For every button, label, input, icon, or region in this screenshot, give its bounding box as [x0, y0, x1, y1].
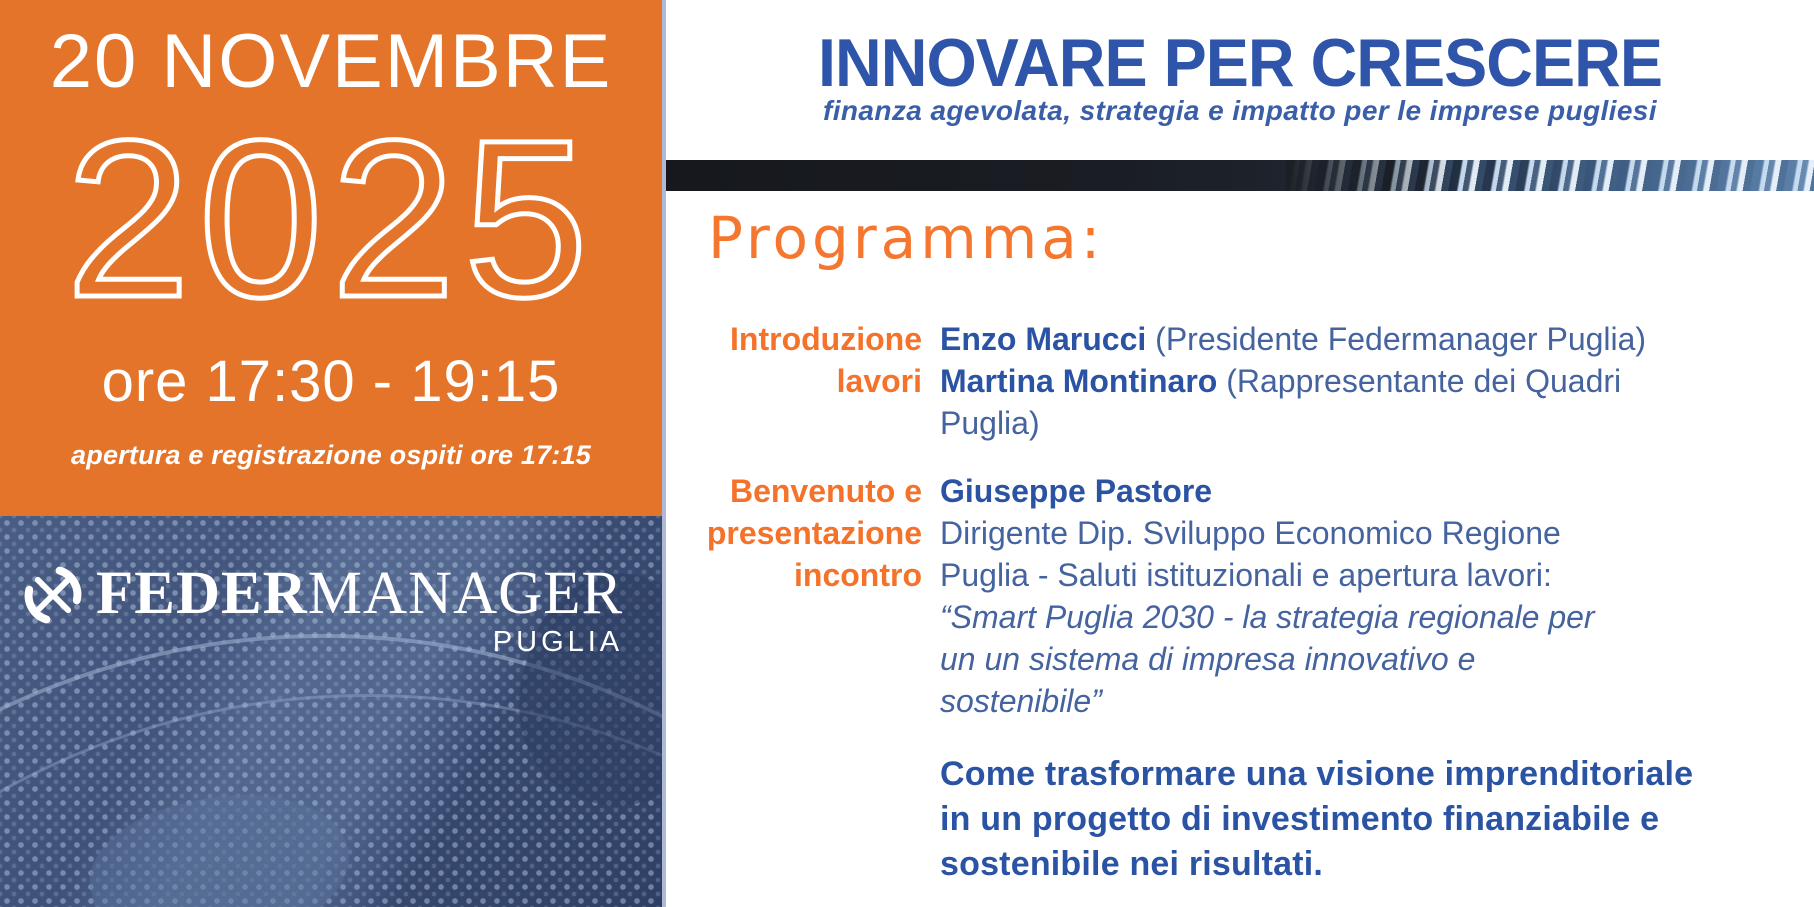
speaker-name: Giuseppe Pastore: [940, 473, 1213, 509]
globe-photo: [0, 516, 662, 907]
label-line: Introduzione: [730, 321, 922, 357]
brand-manager: MANAGER: [307, 560, 624, 627]
speaker-role: (Presidente Federmanager Puglia): [1146, 321, 1647, 357]
light-streaks: [1286, 160, 1814, 191]
program-quote-line: sostenibile”: [940, 683, 1102, 719]
label-line: incontro: [794, 557, 922, 593]
federmanager-wordmark: [96, 562, 623, 659]
event-date-block: [0, 0, 662, 516]
globe-landmass: [77, 772, 363, 907]
speaker-name: Enzo Marucci: [940, 321, 1147, 357]
program-heading: Programma:: [708, 204, 1105, 272]
program-line: [940, 470, 1595, 512]
program-line: [940, 402, 1646, 444]
label-line: presentazione: [706, 515, 922, 551]
brand-feder: FEDER: [96, 560, 308, 627]
program-quote-line: “Smart Puglia 2030 - la strategia regionale per: [940, 599, 1595, 635]
program-line: Dirigente Dip. Sviluppo Economico Regione: [940, 515, 1561, 551]
federmanager-logo: [20, 562, 623, 659]
event-year-text: 2025: [65, 108, 597, 320]
speaker-role: (Rappresentante dei Quadri: [1217, 363, 1622, 399]
event-date: 20 NOVEMBRE: [49, 19, 613, 104]
program-list: [666, 318, 1794, 887]
program-item-benvenuto: [666, 470, 1794, 722]
label-line: Benvenuto e: [729, 473, 922, 509]
closing-line: Come trasformare una visione imprenditoriale: [940, 755, 1694, 793]
program-item-body: [922, 470, 1595, 722]
closing-statement: [666, 752, 1794, 887]
event-subtitle: finanza agevolata, strategia e impatto per le imprese pugliesi: [823, 95, 1657, 126]
program-item-label: [666, 470, 922, 722]
event-year: [61, 108, 601, 320]
speaker-role: Puglia): [940, 405, 1040, 441]
brand-name: [96, 562, 623, 626]
registration-note: apertura e registrazione ospiti ore 17:15: [71, 440, 591, 470]
program-line: Puglia - Saluti istituzionali e apertura lavori:: [940, 557, 1552, 593]
closing-line: sostenibile nei risultati.: [940, 845, 1324, 883]
banner-photo-strip: [666, 160, 1814, 191]
federmanager-emblem-icon: [20, 562, 86, 628]
program-item-introduzione: [666, 318, 1794, 444]
right-column: [666, 0, 1814, 907]
brand-region: PUGLIA: [492, 626, 624, 659]
program-quote-line: un un sistema di impresa innovativo e: [940, 641, 1476, 677]
event-title: INNOVARE PER CRESCERE: [818, 25, 1662, 101]
program-line: [940, 360, 1646, 402]
label-line: lavori: [836, 363, 922, 399]
program-item-label: [666, 318, 922, 444]
program-line: [940, 318, 1646, 360]
event-time: ore 17:30 - 19:15: [101, 349, 561, 414]
closing-line: in un progetto di investimento finanziabile e: [940, 800, 1660, 838]
program-item-body: [922, 318, 1646, 444]
left-column: [0, 0, 662, 907]
speaker-name: Martina Montinaro: [940, 363, 1218, 399]
